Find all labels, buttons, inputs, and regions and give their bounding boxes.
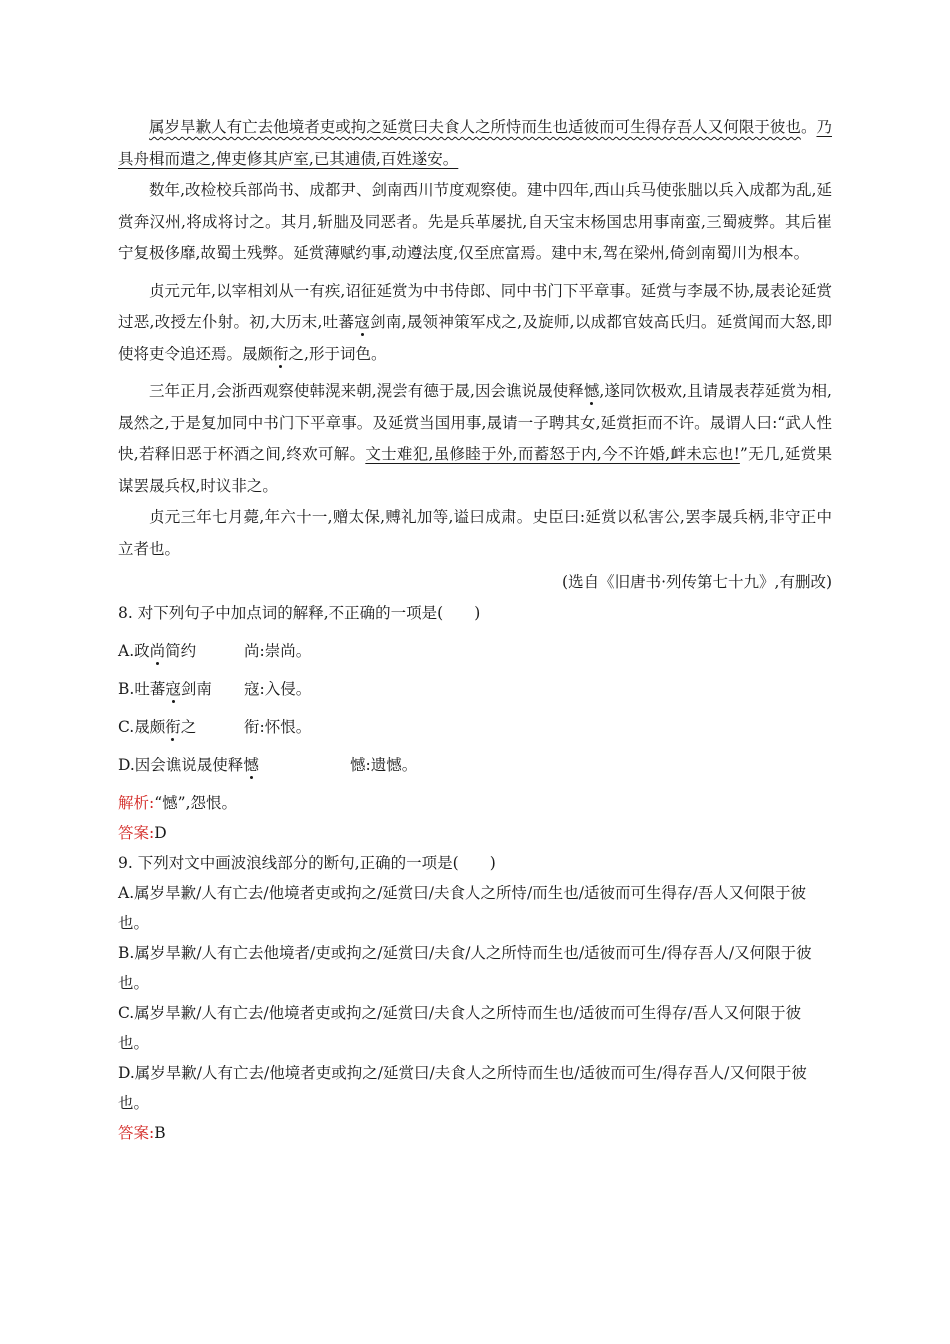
paragraph-3-text-a: 贞元元年,以宰相刘从一有疾,诏征延赏为中书侍郎、同中书门下平章事。延赏与李晟不协,晟表论延赏过恶,改授左仆射。初,大历末,吐蕃 <box>118 281 832 331</box>
option-text: B.吐蕃 <box>118 680 166 698</box>
underlined-sentence-1: 乃具舟楫而遣之,俾吏修其庐室,已其逋债,百姓遂安。 <box>118 118 832 168</box>
answer-value: D <box>154 824 167 842</box>
passage-paragraph-5: 贞元三年七月薨,年六十一,赠太保,赙礼加等,谥曰成肃。史臣曰:延赏以私害公,罢李晟兵柄,非守正中立者也。 <box>118 508 832 558</box>
paragraph-3-text-c: 之,形于词色。 <box>288 344 387 363</box>
q9-option-a: A.属岁旱歉/人有亡去/他境者吏或拘之/延赏曰/夫食人之所恃/而生也/适彼而可生得存/吾人又何限于彼也。 <box>118 884 807 932</box>
source-citation: (选自《旧唐书·列传第七十九》,有删改) <box>562 573 832 591</box>
analysis-label: 解析: <box>118 794 155 812</box>
q8-answer <box>118 818 832 848</box>
question-8-options <box>118 636 832 780</box>
dotted-word-kou: 寇 <box>354 313 371 331</box>
wavy-underlined-text: 属岁旱歉人有亡去他境者吏或拘之延赏曰夫食人之所恃而生也适彼而可生得存吾人又何限于彼也 <box>149 118 801 136</box>
q9-option-d: D.属岁旱歉/人有亡去/他境者吏或拘之/延赏曰/夫食人之所恃而生也/适彼而可生/得存吾人/又何限于彼也。 <box>118 1064 807 1112</box>
underlined-sentence-2: 文士难犯,虽修睦于外,而蓄怒于内,今不许婚,衅未忘也! <box>365 445 740 463</box>
q9-answer <box>118 1118 832 1148</box>
passage-paragraph-3 <box>118 276 832 371</box>
option-gloss: 衔:怀恨。 <box>244 718 312 736</box>
option-text: 之 <box>180 718 197 736</box>
question-9-options <box>118 878 832 1118</box>
analysis-text: “憾”,怨恨。 <box>154 794 238 812</box>
paragraph-4-text-a: 三年正月,会浙西观察使韩滉来朝,滉尝有德于晟,因会谯说晟使释 <box>149 382 584 400</box>
paragraph-4-text-c: ”无几,延赏果谋罢晟兵权,时议非之。 <box>118 445 832 495</box>
dotted-word-han: 憾 <box>583 382 600 400</box>
passage-paragraph-4 <box>118 376 832 502</box>
option-gloss: 寇:入侵。 <box>244 680 312 698</box>
passage-paragraph-1 <box>118 112 832 175</box>
q8-option-a <box>118 636 832 666</box>
option-text: D.因会谯说晟使释 <box>118 756 244 774</box>
answer-value: B <box>154 1124 166 1142</box>
question-8-stem: 8. 对下列句子中加点词的解释,不正确的一项是( ) <box>118 604 481 622</box>
option-text: 剑南 <box>180 680 212 698</box>
dotted-word: 寇 <box>165 680 181 698</box>
answer-label: 答案: <box>118 824 155 842</box>
question-9-stem: 9. 下列对文中画波浪线部分的断句,正确的一项是( ) <box>118 854 496 872</box>
q8-analysis <box>118 788 832 818</box>
passage-paragraph-2: 数年,改检校兵部尚书、成都尹、剑南西川节度观察使。建中四年,西山兵马使张朏以兵入成都为乱,延赏奔汉州,将成将讨之。其月,斩朏及同恶者。先是兵革屡扰,自天宝末杨国忠用事南蛮,三蜀疲弊。其后崔宁复极侈靡,故蜀土残弊。延赏薄赋约事,动遵法度,仅至庶富焉。建中末,驾在梁州,倚剑南蜀川为根本。 <box>118 181 832 262</box>
q9-option-b: B.属岁旱歉/人有亡去他境者/吏或拘之/延赏曰/夫食/人之所恃而生也/适彼而可生/得存吾人/又何限于彼也。 <box>118 944 812 992</box>
dotted-word: 衔 <box>165 718 181 736</box>
period: 。 <box>800 118 817 136</box>
dotted-word-xian: 衔 <box>273 344 289 363</box>
option-gloss: 憾:遗憾。 <box>350 756 418 774</box>
q9-option-c: C.属岁旱歉/人有亡去/他境者吏或拘之/延赏曰/夫食人之所恃而生也/适彼而可生得存/吾人又何限于彼也。 <box>118 1004 802 1052</box>
answer-label: 答案: <box>118 1124 155 1142</box>
q8-option-d <box>118 750 832 780</box>
option-text: C.晟颇 <box>118 718 166 736</box>
q8-option-c <box>118 712 832 742</box>
paragraph-4-text-b: ,遂同饮极欢,且请晟表荐延赏为相,晟然之,于是复加同中书门下平章事。及延赏当国用事,晟请一子聘其女,延赏拒而不许。晟谓人曰:“武人性快,若释旧恶于杯酒之间,终欢可解。 <box>118 382 832 463</box>
document-page <box>118 112 832 1148</box>
dotted-word: 憾 <box>243 756 259 774</box>
dotted-word: 尚 <box>149 642 166 660</box>
option-text: A.政 <box>118 642 150 660</box>
paragraph-3-text-b: 剑南,晟领神策军戍之,及旋师,以成都官妓高氏归。延赏闻而大怒,即使将吏令追还焉。晟颇 <box>118 313 832 363</box>
q8-option-b <box>118 674 832 704</box>
option-text: 简约 <box>165 642 197 660</box>
option-gloss: 尚:崇尚。 <box>244 642 312 660</box>
